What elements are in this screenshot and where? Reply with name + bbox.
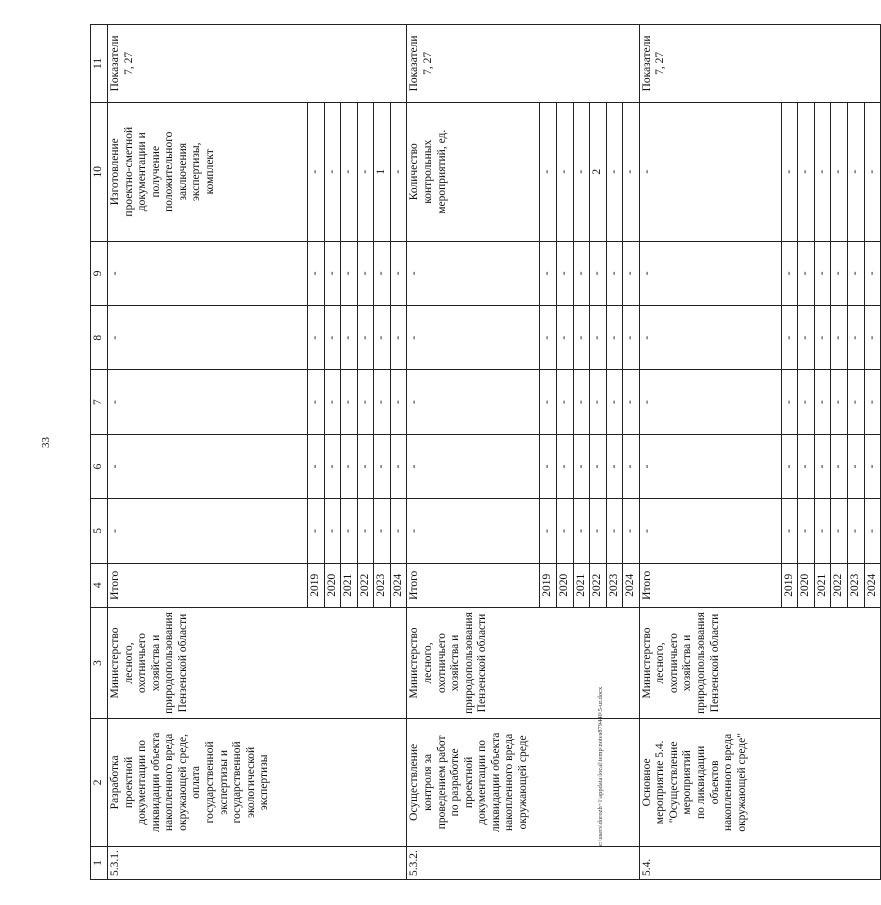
dash-cell: - (407, 499, 540, 563)
dash-cell: - (814, 434, 831, 498)
dash-cell: - (556, 499, 573, 563)
indicator-value: - (814, 102, 831, 241)
dash-cell: - (590, 499, 607, 563)
indicator-value: - (623, 102, 640, 241)
dash-cell: - (341, 241, 358, 305)
dash-cell: - (374, 499, 391, 563)
indicator-value: - (341, 102, 358, 241)
dash-cell: - (781, 499, 798, 563)
dash-cell: - (556, 370, 573, 434)
dash-cell: - (374, 434, 391, 498)
dash-cell: - (556, 306, 573, 370)
indicator-cell: Количество контрольных мероприятий, ед. (407, 102, 540, 241)
dash-cell: - (639, 306, 781, 370)
dash-cell: - (357, 370, 374, 434)
dash-cell: - (324, 306, 341, 370)
dash-cell: - (108, 241, 308, 305)
dash-cell: - (623, 370, 640, 434)
year-cell: 2023 (374, 563, 391, 607)
dash-cell: - (341, 434, 358, 498)
dash-cell: - (374, 241, 391, 305)
page-number: 33 (40, 437, 52, 448)
indicator-value: 1 (374, 102, 391, 241)
dash-cell: - (623, 434, 640, 498)
executor-cell: Министерство лесного, охотничьего хозяйства и природопользования Пензенской области (407, 607, 639, 718)
header-cell: 11 (91, 25, 108, 103)
dash-cell: - (623, 306, 640, 370)
link-cell: Показатели 7, 27 (108, 25, 407, 103)
dash-cell: - (590, 434, 607, 498)
dash-cell: - (308, 370, 325, 434)
dash-cell: - (798, 499, 815, 563)
dash-cell: - (407, 434, 540, 498)
dash-cell: - (573, 306, 590, 370)
dash-cell: - (848, 499, 865, 563)
dash-cell: - (308, 499, 325, 563)
indicator-value: - (390, 102, 407, 241)
dash-cell: - (556, 434, 573, 498)
dash-cell: - (848, 370, 865, 434)
dash-cell: - (590, 370, 607, 434)
dash-cell: - (308, 241, 325, 305)
year-cell: 2019 (781, 563, 798, 607)
dash-cell: - (324, 434, 341, 498)
dash-cell: - (798, 434, 815, 498)
dash-cell: - (814, 241, 831, 305)
dash-cell: - (357, 241, 374, 305)
dash-cell: - (308, 306, 325, 370)
table-row (108, 25, 308, 880)
dash-cell: - (573, 499, 590, 563)
dash-cell: - (390, 499, 407, 563)
row-number: 5.3.1. (108, 846, 407, 879)
header-cell: 1 (91, 846, 108, 879)
table-row (639, 25, 781, 880)
year-cell: 2022 (357, 563, 374, 607)
dash-cell: - (341, 499, 358, 563)
dash-cell: - (108, 306, 308, 370)
indicator-value: - (324, 102, 341, 241)
dash-cell: - (357, 499, 374, 563)
dash-cell: - (864, 241, 881, 305)
total-label: Итого (407, 563, 540, 607)
year-cell: 2024 (864, 563, 881, 607)
dash-cell: - (540, 241, 557, 305)
dash-cell: - (623, 241, 640, 305)
dash-cell: - (781, 434, 798, 498)
dash-cell: - (814, 499, 831, 563)
dash-cell: - (324, 499, 341, 563)
dash-cell: - (814, 306, 831, 370)
year-cell: 2021 (573, 563, 590, 607)
dash-cell: - (798, 241, 815, 305)
dash-cell: - (781, 241, 798, 305)
dash-cell: - (590, 306, 607, 370)
dash-cell: - (848, 306, 865, 370)
dash-cell: - (407, 241, 540, 305)
year-cell: 2020 (324, 563, 341, 607)
dash-cell: - (308, 434, 325, 498)
indicator-value: - (848, 102, 865, 241)
dash-cell: - (623, 499, 640, 563)
dash-cell: - (864, 306, 881, 370)
indicator-value: - (308, 102, 325, 241)
dash-cell: - (606, 241, 623, 305)
dash-cell: - (831, 241, 848, 305)
year-cell: 2021 (341, 563, 358, 607)
row-number: 5.3.2. (407, 846, 639, 879)
dash-cell: - (573, 241, 590, 305)
dash-cell: - (540, 370, 557, 434)
link-cell: Показатели 7, 27 (639, 25, 880, 103)
header-cell: 4 (91, 563, 108, 607)
dash-cell: - (831, 370, 848, 434)
dash-cell: - (108, 499, 308, 563)
dash-cell: - (341, 370, 358, 434)
rotated-table-wrapper (90, 24, 878, 880)
row-number: 5.4. (639, 846, 880, 879)
year-cell: 2024 (390, 563, 407, 607)
dash-cell: - (341, 306, 358, 370)
header-cell: 3 (91, 607, 108, 718)
dash-cell: - (374, 306, 391, 370)
dash-cell: - (848, 241, 865, 305)
dash-cell: - (606, 434, 623, 498)
indicator-value: - (357, 102, 374, 241)
year-cell: 2019 (308, 563, 325, 607)
dash-cell: - (407, 306, 540, 370)
indicator-value: - (798, 102, 815, 241)
year-cell: 2020 (798, 563, 815, 607)
dash-cell: - (606, 499, 623, 563)
dash-cell: - (390, 370, 407, 434)
year-cell: 2023 (606, 563, 623, 607)
dash-cell: - (639, 241, 781, 305)
dash-cell: - (324, 370, 341, 434)
dash-cell: - (324, 241, 341, 305)
indicator-value: - (781, 102, 798, 241)
indicator-value: - (540, 102, 557, 241)
dash-cell: - (848, 434, 865, 498)
year-cell: 2024 (623, 563, 640, 607)
executor-cell: Министерство лесного, охотничьего хозяйства и природопользования Пензенской области (108, 607, 407, 718)
executor-cell: Министерство лесного, охотничьего хозяйства и природопользования Пензенской области (639, 607, 880, 718)
dash-cell: - (357, 306, 374, 370)
footer-file-path: c:\users\dorozh~1\appdata\local\temp\notes879440\5-ur.docx (597, 686, 604, 846)
dash-cell: - (798, 306, 815, 370)
dash-cell: - (639, 499, 781, 563)
year-cell: 2022 (590, 563, 607, 607)
dash-cell: - (606, 306, 623, 370)
dash-cell: - (357, 434, 374, 498)
measure-name: Основное мероприятие 5.4. "Осуществление мероприятий по ликвидации объектов накопленного вреда окружающей среде" (639, 719, 880, 847)
header-cell: 2 (91, 719, 108, 847)
dash-cell: - (864, 434, 881, 498)
dash-cell: - (540, 499, 557, 563)
total-label: Итого (108, 563, 308, 607)
dash-cell: - (556, 241, 573, 305)
header-cell: 7 (91, 370, 108, 434)
dash-cell: - (540, 306, 557, 370)
total-label: Итого (639, 563, 781, 607)
dash-cell: - (390, 306, 407, 370)
dash-cell: - (864, 499, 881, 563)
dash-cell: - (831, 499, 848, 563)
header-cell: 8 (91, 306, 108, 370)
year-cell: 2021 (814, 563, 831, 607)
header-cell: 5 (91, 499, 108, 563)
dash-cell: - (108, 370, 308, 434)
dash-cell: - (606, 370, 623, 434)
header-cell: 9 (91, 241, 108, 305)
header-cell: 6 (91, 434, 108, 498)
dash-cell: - (390, 241, 407, 305)
measure-name: Осуществление контроля за проведением работ по разработке проектной документации по ликвидации объекта накопленного вреда окружающей среде (407, 719, 639, 847)
dash-cell: - (573, 434, 590, 498)
dash-cell: - (390, 434, 407, 498)
year-cell: 2020 (556, 563, 573, 607)
dash-cell: - (639, 434, 781, 498)
measure-name: Разработка проектной документации по ликвидации объекта накопленного вреда окружающей среде, оплата государственной экспертизы и государственной экологической экспертизы (108, 719, 407, 847)
dash-cell: - (639, 370, 781, 434)
dash-cell: - (798, 370, 815, 434)
dash-cell: - (590, 241, 607, 305)
indicator-value: - (573, 102, 590, 241)
year-cell: 2023 (848, 563, 865, 607)
indicator-value: - (556, 102, 573, 241)
dash-cell: - (407, 370, 540, 434)
link-cell: Показатели 7, 27 (407, 25, 639, 103)
indicator-value: 2 (590, 102, 607, 241)
program-measures-table (90, 24, 881, 880)
dash-cell: - (781, 306, 798, 370)
dash-cell: - (108, 434, 308, 498)
dash-cell: - (814, 370, 831, 434)
table-row (407, 25, 540, 880)
indicator-cell: Изготовление проектно-сметной документации и получение положительного заключения экспертизы, комплект (108, 102, 308, 241)
indicator-value: - (606, 102, 623, 241)
dash-cell: - (374, 370, 391, 434)
header-row (91, 25, 108, 880)
indicator-cell: - (639, 102, 781, 241)
dash-cell: - (864, 370, 881, 434)
year-cell: 2022 (831, 563, 848, 607)
dash-cell: - (781, 370, 798, 434)
dash-cell: - (573, 370, 590, 434)
indicator-value: - (864, 102, 881, 241)
dash-cell: - (831, 306, 848, 370)
dash-cell: - (540, 434, 557, 498)
indicator-value: - (831, 102, 848, 241)
dash-cell: - (831, 434, 848, 498)
header-cell: 10 (91, 102, 108, 241)
year-cell: 2019 (540, 563, 557, 607)
